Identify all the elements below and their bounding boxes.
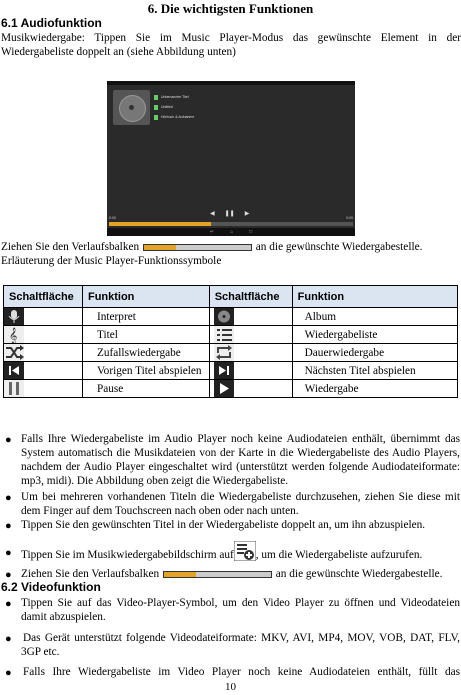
- progress-fill: [164, 572, 196, 577]
- bullet-icon: ●: [5, 633, 12, 645]
- system-navigation-bar: [107, 228, 355, 236]
- repeat-icon: [214, 344, 234, 361]
- section-heading-video: 6.2 Videofunktion: [1, 580, 101, 594]
- screenshot-progress-bar[interactable]: [109, 222, 353, 226]
- bullet-paragraph: Falls Ihre Wiedergabeliste im Video Player noch keine Audiodateien enthält, füllt das: [23, 666, 460, 678]
- music-note-icon: [4, 326, 24, 343]
- function-label: Wiedergabeliste: [292, 326, 457, 344]
- bullet-paragraph: Tippen Sie auf das Video-Player-Symbol, um den Video Player zu öffnen und Videodateien damit abzuspielen.: [21, 597, 460, 623]
- bullet-icon: ●: [5, 598, 12, 610]
- section-heading-audio: 6.1 Audiofunktion: [1, 16, 102, 30]
- function-label: Dauerwiedergabe: [292, 344, 457, 362]
- track-item[interactable]: Unbenannter Titel: [154, 92, 194, 102]
- table-row: [4, 308, 458, 326]
- player-controls: [210, 210, 249, 217]
- function-label: Vorigen Titel abspielen: [82, 362, 209, 380]
- album-icon: [214, 308, 234, 325]
- bullet-icon: ●: [5, 667, 12, 679]
- bullet-paragraph: Das Gerät unterstützt folgende Videodateiformate: MKV, AVI, MP4, MOV, VOB, DAT, FLV, 3GP etc.: [21, 632, 460, 658]
- track-item[interactable]: Untitled: [154, 102, 194, 112]
- playlist-icon: [214, 326, 234, 343]
- playlist-add-icon[interactable]: [234, 541, 256, 561]
- function-label: Pause: [82, 380, 209, 398]
- bullet-paragraph: Falls Ihre Wiedergabeliste im Audio Player noch keine Audiodateien enthält, übernimmt das System automatisch die Musikdateien von der Karte in die Wiedergabeliste des Audio Players, nachdem der Audio Player eingeschaltet wird (unterstützt werden folgende Audiodateiformate: mp3, midi). Die Abbildung oben zeigt die Wiedergabeliste.: [21, 433, 460, 487]
- bullet-icon: ●: [5, 434, 12, 446]
- time-elapsed: 0:00: [109, 216, 116, 220]
- function-label: Album: [292, 308, 457, 326]
- time-total: 0:00: [346, 216, 353, 220]
- back-icon[interactable]: ↵: [209, 230, 215, 235]
- column-header: Funktion: [292, 286, 457, 308]
- column-header: Schaltfläche: [4, 286, 83, 308]
- function-label: Wiedergabe: [292, 380, 457, 398]
- table-row: [4, 380, 458, 398]
- function-label: Interpret: [82, 308, 209, 326]
- intro-paragraph: Musikwiedergabe: Tippen Sie im Music Player-Modus das gewünschte Element in der Wiedergabeliste doppelt an (siehe Abbildung unten): [1, 32, 461, 58]
- microphone-icon: [4, 308, 24, 325]
- play-icon: [214, 380, 234, 397]
- table-row: [4, 362, 458, 380]
- pause-icon: [4, 380, 24, 397]
- page-title: 6. Die wichtigsten Funktionen: [147, 1, 314, 16]
- album-art: [113, 90, 150, 125]
- bullet-paragraph: Tippen Sie den gewünschten Titel in der Wiedergabeliste doppelt an, um ihn abzuspielen.: [21, 519, 426, 531]
- svg-text:𝄞: 𝄞: [9, 328, 18, 343]
- bullet-paragraph: Ziehen Sie den Verlaufsbalken an die gewünschte Wiedergabestelle.: [21, 568, 443, 580]
- pause-icon[interactable]: ❚❚: [224, 211, 235, 217]
- shuffle-icon: [4, 344, 24, 361]
- column-header: Funktion: [82, 286, 209, 308]
- function-label: Titel: [82, 326, 209, 344]
- function-label: Zufallswiedergabe: [82, 344, 209, 362]
- bullet-paragraph: Tippen Sie im Musikwiedergabebildschirm auf , um die Wiedergabeliste aufzurufen.: [21, 541, 460, 562]
- next-icon[interactable]: ▶: [244, 211, 250, 217]
- bullet-icon: ●: [5, 520, 12, 532]
- table-row: [4, 326, 458, 344]
- symbol-table: [3, 285, 458, 398]
- track-list: [154, 92, 194, 122]
- bullet-icon: ●: [5, 492, 12, 504]
- table-row: [4, 344, 458, 362]
- music-player-screenshot: [107, 81, 355, 236]
- next-icon: [214, 362, 234, 379]
- bullet-icon: ●: [5, 569, 12, 581]
- progress-bar[interactable]: [143, 244, 252, 251]
- progress-fill: [144, 245, 176, 250]
- legend-caption: Erläuterung der Music Player-Funktionssymbole: [1, 255, 222, 267]
- recent-apps-icon[interactable]: □: [249, 229, 253, 235]
- progress-bar[interactable]: [163, 571, 272, 578]
- table-header-row: [4, 286, 458, 308]
- bullet-icon: ●: [5, 547, 12, 559]
- home-icon[interactable]: ⌂: [230, 229, 234, 235]
- bullet-paragraph: Um bei mehreren vorhandenen Titeln die Wiedergabeliste durchzusehen, ziehen Sie diese mit dem Finger auf dem Touchscreen nach oben oder nach unten.: [21, 491, 460, 517]
- progress-instruction: Ziehen Sie den Verlaufsbalken an die gewünschte Wiedergabestelle.: [1, 241, 423, 253]
- previous-icon[interactable]: ◀: [210, 211, 215, 217]
- screenshot-progress-fill: [109, 222, 211, 226]
- track-item[interactable]: Hörbuch & Aufnahme: [154, 112, 194, 122]
- column-header: Schaltfläche: [209, 286, 292, 308]
- previous-icon: [4, 362, 24, 379]
- page-number: 10: [225, 681, 236, 693]
- function-label: Nächsten Titel abspielen: [292, 362, 457, 380]
